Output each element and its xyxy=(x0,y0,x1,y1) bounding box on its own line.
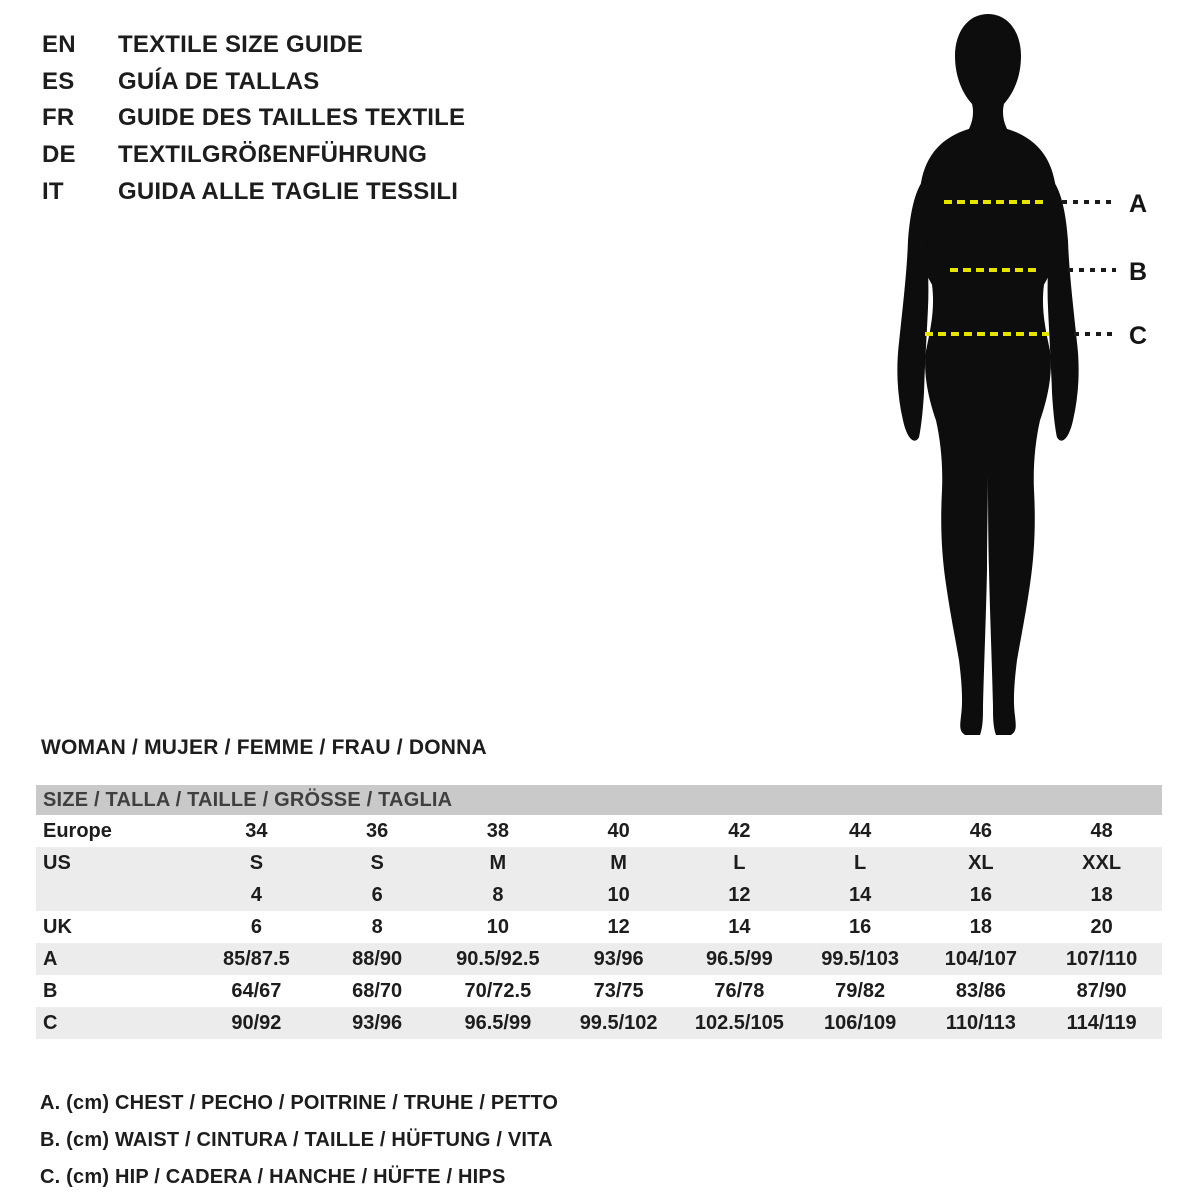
title-text: TEXTILGRÖßENFÜHRUNG xyxy=(118,141,428,169)
waist-pointer-line xyxy=(1068,268,1116,272)
legend-line-chest: A. (cm) CHEST / PECHO / POITRINE / TRUHE / PETTO xyxy=(40,1092,559,1114)
lang-code: DE xyxy=(42,141,76,169)
size-cell: 14 xyxy=(728,915,751,938)
size-cell: 46 xyxy=(969,819,992,842)
row-label: A xyxy=(43,947,58,970)
hip-measure-line xyxy=(925,332,1049,336)
size-cell: 64/67 xyxy=(231,979,282,1002)
size-cell: 6 xyxy=(371,883,383,906)
size-cell: 18 xyxy=(1090,883,1113,906)
size-cell: 102.5/105 xyxy=(694,1011,784,1034)
section-title: WOMAN / MUJER / FEMME / FRAU / DONNA xyxy=(41,736,487,759)
size-cell: 38 xyxy=(486,819,509,842)
size-cell: 99.5/103 xyxy=(821,947,900,970)
size-cell: 90.5/92.5 xyxy=(456,947,540,970)
marker-label-c: C xyxy=(1129,322,1148,350)
size-cell: 107/110 xyxy=(1066,947,1138,970)
size-cell: XL xyxy=(968,851,994,874)
size-cell: 110/113 xyxy=(945,1011,1016,1034)
size-cell: 4 xyxy=(250,883,262,906)
size-cell: 48 xyxy=(1090,819,1113,842)
size-table xyxy=(36,785,1162,1039)
size-cell: S xyxy=(370,851,384,874)
size-cell: 73/75 xyxy=(593,979,644,1002)
size-cell: 96.5/99 xyxy=(706,947,773,970)
size-cell: 16 xyxy=(849,915,872,938)
size-cell: 99.5/102 xyxy=(579,1011,658,1034)
legend-line-waist: B. (cm) WAIST / CINTURA / TAILLE / HÜFTUNG / VITA xyxy=(40,1129,553,1151)
size-cell: 88/90 xyxy=(352,947,403,970)
size-cell: 87/90 xyxy=(1076,979,1127,1002)
size-cell: 70/72.5 xyxy=(464,979,532,1002)
table-row-europe xyxy=(36,815,1162,847)
size-cell: L xyxy=(854,851,867,874)
size-cell: 10 xyxy=(607,883,630,906)
size-cell: 42 xyxy=(728,819,751,842)
chest-pointer-line xyxy=(1062,200,1116,204)
row-label: B xyxy=(43,979,58,1002)
woman-silhouette-icon xyxy=(893,13,1083,737)
row-label: UK xyxy=(43,915,72,938)
size-cell: 8 xyxy=(371,915,383,938)
size-cell: 18 xyxy=(969,915,992,938)
size-cell: 83/86 xyxy=(955,979,1006,1002)
size-cell: 12 xyxy=(728,883,751,906)
size-cell: 96.5/99 xyxy=(464,1011,532,1034)
title-text: GUÍA DE TALLAS xyxy=(118,67,320,95)
size-cell: 10 xyxy=(486,915,509,938)
size-cell: 79/82 xyxy=(835,979,886,1002)
size-cell: 44 xyxy=(849,819,872,842)
lang-code: EN xyxy=(42,31,76,59)
chest-measure-line xyxy=(944,200,1043,204)
lang-code: IT xyxy=(42,177,64,205)
table-header: SIZE / TALLA / TAILLE / GRÖSSE / TAGLIA xyxy=(36,785,1162,815)
size-cell: 20 xyxy=(1090,915,1113,938)
size-cell: 114/119 xyxy=(1066,1011,1137,1034)
size-cell: 104/107 xyxy=(944,947,1018,970)
size-cell: 40 xyxy=(607,819,630,842)
row-label: C xyxy=(43,1011,58,1034)
measure-legend xyxy=(40,1085,558,1196)
table-row-chest xyxy=(36,943,1162,975)
size-cell: 76/78 xyxy=(714,979,765,1002)
lang-code: ES xyxy=(42,67,75,95)
table-row-hip xyxy=(36,1007,1162,1039)
size-cell: 16 xyxy=(969,883,992,906)
table-row-waist xyxy=(36,975,1162,1007)
marker-label-a: A xyxy=(1129,190,1148,218)
table-row-us-number xyxy=(36,879,1162,911)
size-cell: 12 xyxy=(607,915,630,938)
size-cell: M xyxy=(610,851,627,874)
size-cell: 14 xyxy=(849,883,872,906)
table-row-us-letter xyxy=(36,847,1162,879)
marker-label-b: B xyxy=(1129,258,1148,286)
size-cell: 8 xyxy=(492,883,504,906)
size-cell: 36 xyxy=(366,819,389,842)
size-cell: 68/70 xyxy=(352,979,403,1002)
size-cell: XXL xyxy=(1082,851,1122,874)
row-label: US xyxy=(43,851,71,874)
size-cell: 93/96 xyxy=(593,947,644,970)
lang-code: FR xyxy=(42,104,75,132)
legend-line-hip: C. (cm) HIP / CADERA / HANCHE / HÜFTE / HIPS xyxy=(40,1166,506,1188)
size-cell: 90/92 xyxy=(231,1011,282,1034)
size-cell: L xyxy=(733,851,746,874)
size-cell: S xyxy=(249,851,264,874)
waist-measure-line xyxy=(950,268,1038,272)
title-text: GUIDA ALLE TAGLIE TESSILI xyxy=(118,177,459,205)
size-cell: 93/96 xyxy=(352,1011,403,1034)
table-row-uk xyxy=(36,911,1162,943)
hip-pointer-line xyxy=(1074,332,1116,336)
size-cell: 106/109 xyxy=(823,1011,897,1034)
title-text: TEXTILE SIZE GUIDE xyxy=(118,31,363,59)
row-label: Europe xyxy=(43,819,112,842)
size-cell: 85/87.5 xyxy=(223,947,290,970)
title-text: GUIDE DES TAILLES TEXTILE xyxy=(118,104,466,132)
size-cell: M xyxy=(489,851,507,874)
size-cell: 34 xyxy=(245,819,268,842)
size-cell: 6 xyxy=(250,915,262,938)
